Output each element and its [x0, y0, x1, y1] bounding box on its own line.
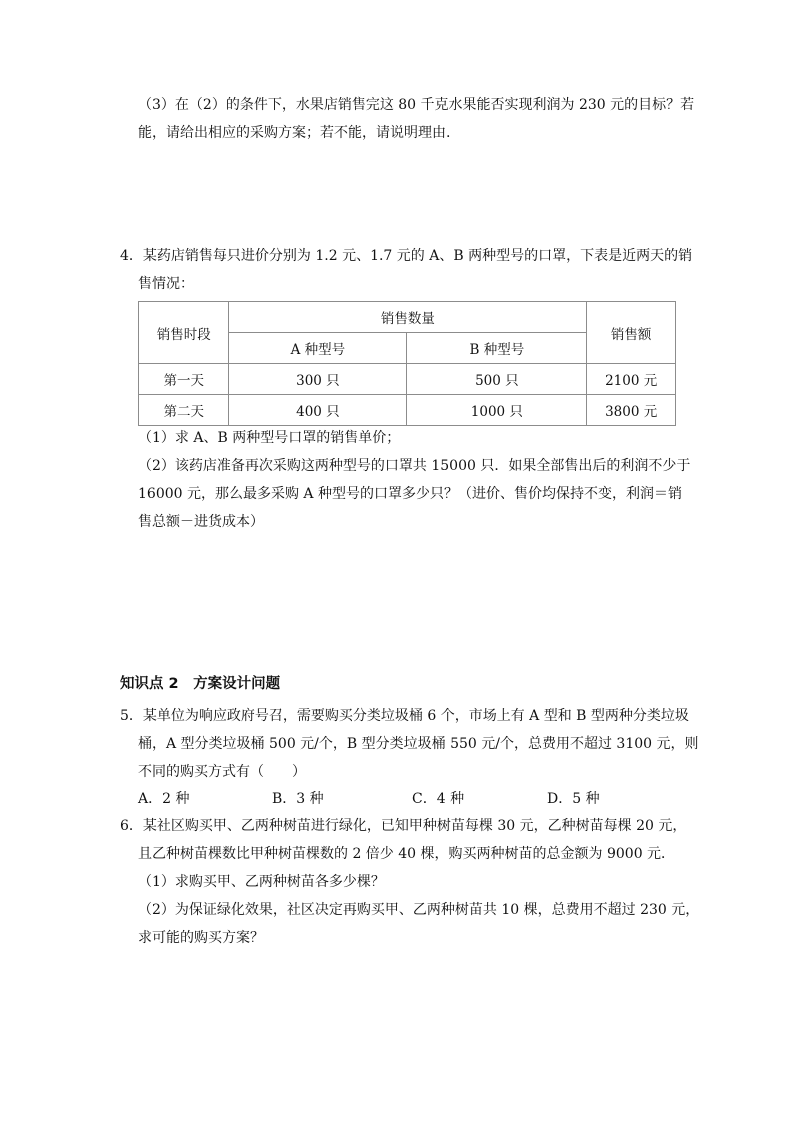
question-4	[120, 242, 692, 298]
question-3-part	[138, 91, 694, 147]
cell-type-a: 300 只	[229, 364, 407, 395]
text-line: （1）求 A、B 两种型号口罩的销售单价；	[138, 430, 401, 446]
header-type-a: A 种型号	[229, 333, 407, 364]
cell-amount: 2100 元	[587, 364, 676, 395]
text-line: 售情况：	[138, 276, 194, 292]
text-line: 不同的购买方式有（ ）	[138, 764, 306, 780]
sales-table	[138, 301, 676, 426]
text-line: （1）求购买甲、乙两种树苗各多少棵？	[138, 874, 385, 890]
text-line: 桶，A 型分类垃圾桶 500 元/个，B 型分类垃圾桶 550 元/个，总费用不超过 3100 元，则	[138, 736, 699, 752]
cell-type-a: 400 只	[229, 395, 407, 426]
table-row	[139, 395, 676, 426]
text-line: 16000 元，那么最多采购 A 种型号的口罩多少只？（进价、售价均保持不变，利润＝销	[138, 486, 682, 502]
section-heading: 知识点 2 方案设计问题	[120, 676, 281, 692]
question-4-stem: 4．某药店销售每只进价分别为 1.2 元、1.7 元的 A、B 两种型号的口罩，下表是近两天的销	[120, 248, 693, 264]
header-amount: 销售额	[587, 302, 676, 364]
cell-type-b: 1000 只	[407, 395, 587, 426]
question-5-stem: 5．某单位为响应政府号召，需要购买分类垃圾桶 6 个，市场上有 A 型和 B 型两种分类垃圾	[120, 708, 689, 724]
option-b: B．3 种	[272, 791, 324, 807]
question-6	[120, 812, 699, 952]
text-line: 求可能的购买方案？	[138, 930, 264, 946]
text-line: （2）为保证绿化效果，社区决定再购买甲、乙两种树苗共 10 棵，总费用不超过 230 元，	[138, 902, 700, 918]
text-line: （2）该药店准备再次采购这两种型号的口罩共 15000 只．如果全部售出后的利润不少于	[138, 458, 691, 474]
table-row	[139, 364, 676, 395]
cell-period: 第二天	[139, 395, 229, 426]
option-d: D．5 种	[547, 791, 600, 807]
header-quantity: 销售数量	[229, 302, 587, 333]
text-line: 且乙种树苗棵数比甲种树苗棵数的 2 倍少 40 棵，购买两种树苗的总金额为 9000 元．	[138, 846, 676, 862]
text-line: （3）在（2）的条件下，水果店销售完这 80 千克水果能否实现利润为 230 元的目标？若	[138, 97, 695, 113]
text-line: 售总额－进货成本）	[138, 514, 264, 530]
question-4-subparts	[138, 424, 690, 536]
cell-type-b: 500 只	[407, 364, 587, 395]
text-line: 能，请给出相应的采购方案；若不能，请说明理由.	[138, 125, 451, 141]
header-type-b: B 种型号	[407, 333, 587, 364]
option-c: C．4 种	[412, 791, 465, 807]
cell-period: 第一天	[139, 364, 229, 395]
header-period: 销售时段	[139, 302, 229, 364]
option-a: A．2 种	[138, 791, 190, 807]
cell-amount: 3800 元	[587, 395, 676, 426]
question-5	[120, 702, 699, 786]
question-6-stem: 6．某社区购买甲、乙两种树苗进行绿化，已知甲种树苗每棵 30 元，乙种树苗每棵 20 元，	[120, 818, 687, 834]
